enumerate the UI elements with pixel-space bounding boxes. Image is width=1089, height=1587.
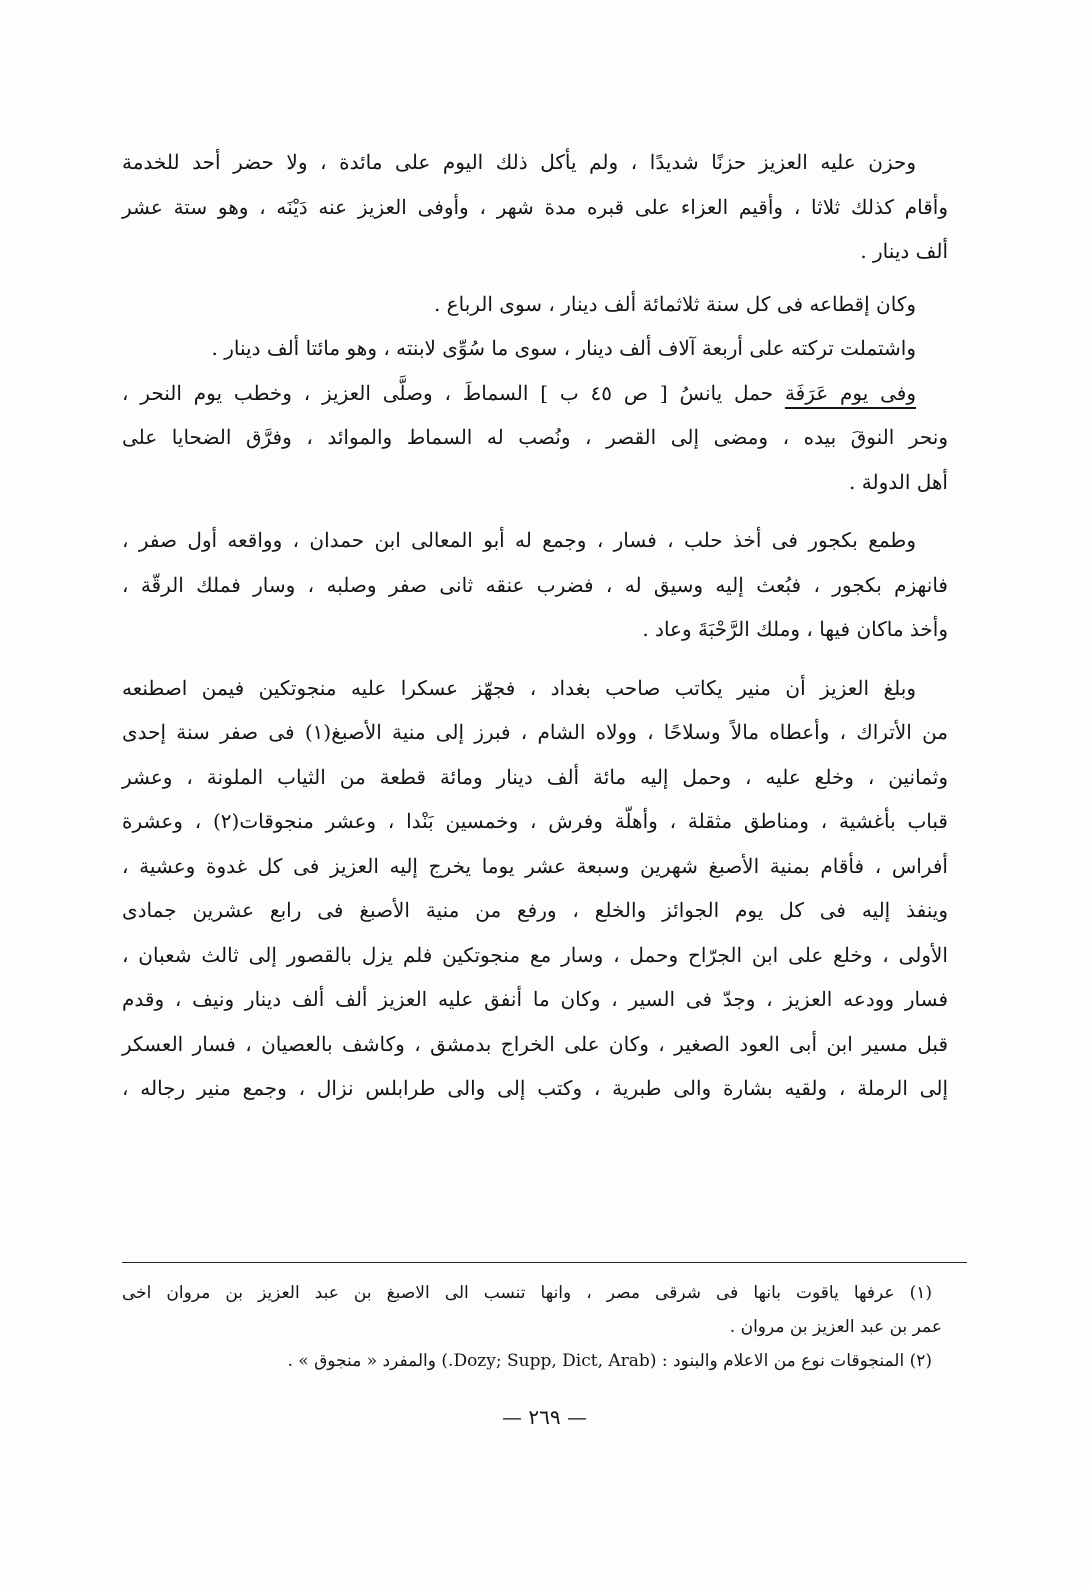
text-line: وطمع بكجور فى أخذ حلب ، فسار ، وجمع له أبو المعالى ابن حمدان ، وواقعه أول صفر ، [122, 528, 916, 552]
text-line: قباب بأغشية ، ومناطق مثقلة ، وأهلّة وفرش ، وخمسين بَنْدا ، وعشر منجوقات(٢) ، وعشرة [122, 809, 948, 833]
text-line: إلى الرملة ، ولقيه بشارة والى طبرية ، وكتب إلى والى طرابلس نزال ، وجمع منير رجاله ، [122, 1076, 948, 1100]
text-line: وأقام كذلك ثلاثا ، وأقيم العزاء على قبره مدة شهر ، وأوفى العزيز عنه دَيْنَه ، وهو ستة عشر [122, 194, 948, 219]
text-line: قبل مسير ابن أبى العود الصغير ، وكان على الخراج بدمشق ، وكاشف بالعصيان ، فسار العسكر [122, 1031, 948, 1056]
text-line: وحزن عليه العزيز حزنًا شديدًا ، ولم يأكل ذلك اليوم على مائدة ، ولا حضر أحد للخدمة [122, 150, 916, 174]
text-line: وأخذ ماكان فيها ، وملك الرَّحْبَةَ وعاد . [642, 617, 948, 641]
text-line: واشتملت تركته على أربعة آلاف ألف دينار ، سوى ما سُوِّى لابنته ، وهو مائتا ألف دينار . [211, 336, 916, 360]
paragraph-gap [122, 652, 948, 666]
footnote-line: (٢) المنجوقات نوع من الاعلام والبنود : (Dozy; Supp, Dict, Arab.) والمفرد « منجوق » . [287, 1351, 932, 1371]
text-line: الأولى ، وخلع على ابن الجرّاح وحمل ، وسار مع منجوتكين فلم يزل بالقصور إلى ثالث شعبان ، [122, 942, 948, 967]
paragraph-gap [122, 274, 948, 282]
text-line: وكان إقطاعه فى كل سنة ثلاثمائة ألف دينار ، سوى الرباع . [433, 291, 916, 316]
text-line: وينفذ إليه فى كل يوم الجوائز والخلع ، ورفع من منية الأصبغ فى رابع عشرين جمادى [122, 898, 948, 922]
text-line: فسار وودعه العزيز ، وجدّ فى السير ، وكان ما أنفق عليه العزيز ألف ألف دينار ونيف ، وقدم [122, 987, 948, 1011]
text-line: من الأتراك ، وأعطاه مالاً وسلاحًا ، وولاه الشام ، فبرز إلى منية الأصبغ(١) فى صفر سنة إحدى [122, 720, 949, 744]
text-line: وفى يوم عَرَفَة حمل يانسُ [ ص ٤٥ ب ] السماطَ ، وصلَّى العزيز ، وخطب يوم النحر ، [122, 380, 917, 405]
underlined-phrase: وفى يوم عَرَفَة [784, 380, 917, 405]
text-line: وبلغ العزيز أن منير يكاتب صاحب بغداد ، فجهّز عسكرا عليه منجوتكين فيمن اصطنعه [122, 675, 916, 700]
footnote-line: (١) عرفها ياقوت بانها فى شرقى مصر ، وانها تنسب الى الاصبغ بن عبد العزيز بن مروان اخى [122, 1283, 932, 1303]
text-line: أهل الدولة . [849, 469, 948, 494]
footnote-line: عمر بن عبد العزيز بن مروان . [729, 1317, 942, 1337]
footnotes [122, 1276, 942, 1378]
text-line: أفراس ، فأقام بمنية الأصبغ شهرين وسبعة عشر يوما يخرج إليه العزيز فى كل غدوة وعشية ، [122, 853, 948, 878]
text-line: وثمانين ، وخلع عليه ، وحمل إليه مائة ألف دينار ومائة قطعة من الثياب الملونة ، وعشر [122, 764, 948, 789]
text-line: فانهزم بكجور ، فبُعث إليه وسيق له ، فضرب عنقه ثانى صفر وصلبه ، وسار فملك الرقّة ، [122, 572, 948, 597]
paragraph-gap [122, 504, 948, 518]
footnote-separator [122, 1262, 967, 1263]
text-line: ونحر النوقَ بيده ، ومضى إلى القصر ، ونُصب له السماط والموائد ، وفرَّق الضحايا على [122, 425, 948, 449]
text-line: ألف دينار . [860, 239, 948, 263]
page-number: — ٢٦٩ — [502, 1405, 587, 1429]
main-text [122, 140, 948, 1111]
